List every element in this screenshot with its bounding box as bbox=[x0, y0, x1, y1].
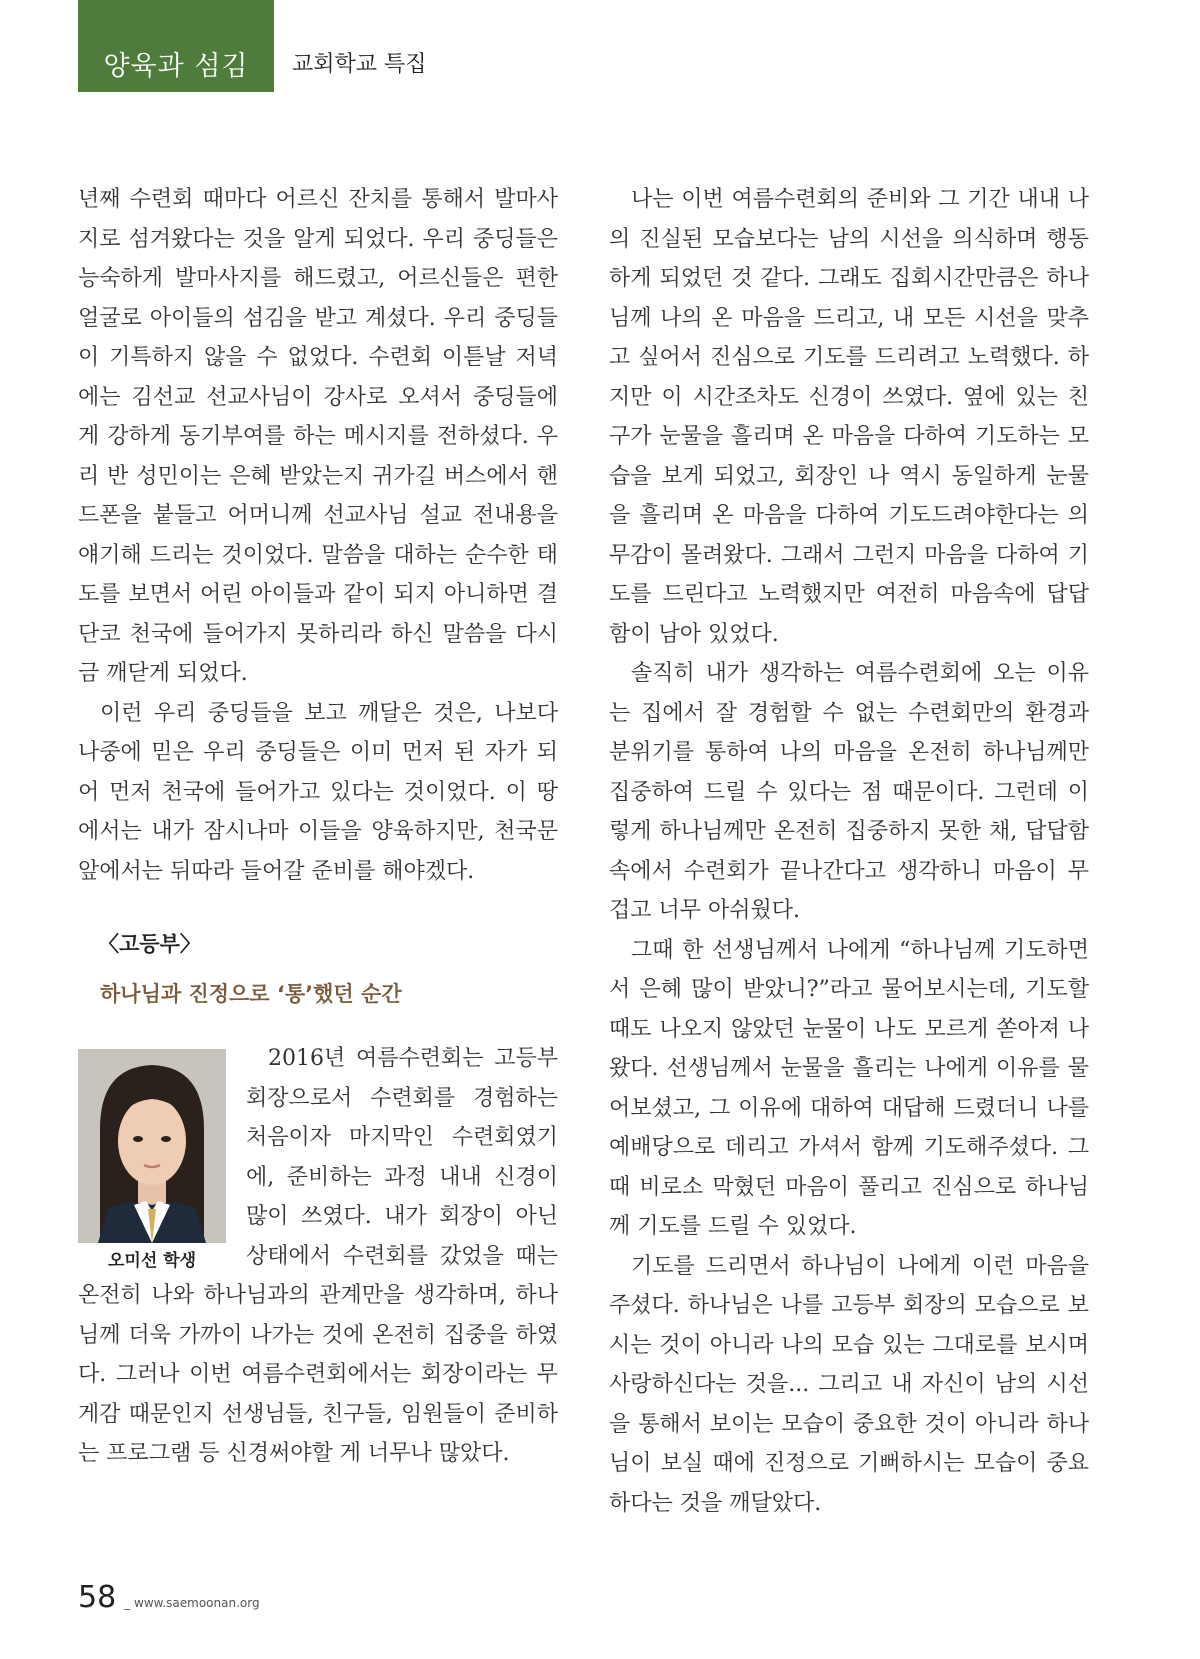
photo-caption: 오미선 학생 bbox=[107, 1251, 197, 1271]
section-subtitle: 교회학교 특집 bbox=[292, 52, 427, 77]
section-tag: 양육과 섬김 bbox=[78, 0, 274, 92]
left-paragraph-2: 이런 우리 중딩들을 보고 깨달은 것은, 나보다 나중에 믿은 우리 중딩들은 이미 먼저 된 자가 되어 먼저 천국에 들어가고 있다는 것이었다. 이 땅에서는 내가 잠시나마 이들을 양육하지만, 천국문 앞에서는 뒤따라 들어갈 준비를 해야겠다. bbox=[78, 700, 558, 884]
left-paragraph-1: 년째 수련회 때마다 어르신 잔치를 통해서 발마사지로 섬겨왔다는 것을 알게 되었다. 우리 중딩들은 능숙하게 발마사지를 해드렸고, 어르신들은 편한 얼굴로 아이들의 섬김을 받고 계셨다. 우리 중딩들이 기특하지 않을 수 없었다. 수련회 이튿날 저녁에는 김선교 선교사님이 강사로 오셔서 중딩들에게 강하게 동기부여를 하는 메시지를 전하셨다. 우리 반 성민이는 은혜 받았는지 귀가길 버스에서 핸드폰을 붙들고 어머니께 선교사님 설교 전내용을 얘기해 드리는 것이었다. 말씀을 대하는 순수한 태도를 보면서 어린 아이들과 같이 되지 아니하면 결단코 천국에 들어가지 못하리라 하신 말씀을 다시금 깨닫게 되었다. bbox=[78, 187, 558, 686]
website-link[interactable]: _ www.saemoonan.org bbox=[124, 1596, 260, 1610]
right-paragraph-4: 기도를 드리면서 하나님이 나에게 이런 마음을 주셨다. 하나님은 나를 고등부 회장의 모습으로 보시는 것이 아니라 나의 모습 있는 그대로를 보시며 사랑하신다는 것을... 그리고 내 자신이 남의 시선을 통해서 보이는 모습이 중요한 것이 아니라 하나님이 보실 때에 진정으로 기뻐하시는 모습이 중요하다는 것을 깨달았다. bbox=[609, 1253, 1089, 1516]
section-heading: 〈고등부〉 bbox=[98, 932, 201, 956]
author-photo-block bbox=[78, 1049, 226, 1273]
author-photo bbox=[78, 1049, 226, 1243]
right-paragraph-3: 그때 한 선생님께서 나에게 “하나님께 기도하면서 은혜 많이 받았니?”라고 물어보시는데, 기도할 때도 나오지 않았던 눈물이 나도 모르게 쏟아져 나왔다. 선생님께서 눈물을 흘리는 나에게 이유를 물어보셨고, 그 이유에 대하여 대답해 드렸더니 나를 예배당으로 데리고 가셔서 함께 기도해주셨다. 그 때 비로소 막혔던 마음이 풀리고 진심으로 하나님께 기도를 드릴 수 있었다. bbox=[609, 937, 1089, 1239]
left-paragraph-3: 2016년 여름수련회는 고등부 회장으로서 수련회를 경험하는 처음이자 마지막인 수련회였기에, 준비하는 과정 내내 신경이 많이 쓰였다. 내가 회장이 아닌 상태에서 수련회를 갔었을 때는 온전히 나와 하나님과의 관계만을 생각하며, 하나님께 더욱 가까이 나가는 것에 온전히 집중을 하였다. 그러나 이번 여름수련회에서는 회장이라는 무게감 때문인지 선생님들, 친구들, 임원들이 준비하는 프로그램 등 신경써야할 게 너무나 많았다. bbox=[78, 1046, 558, 1466]
page-number: 58 bbox=[78, 1580, 117, 1615]
page-header bbox=[78, 0, 427, 92]
article-subtitle: 하나님과 진정으로 ‘통’했던 순간 bbox=[100, 982, 402, 1006]
right-column bbox=[609, 180, 1089, 1523]
left-column bbox=[78, 180, 558, 1474]
right-paragraph-1: 나는 이번 여름수련회의 준비와 그 기간 내내 나의 진실된 모습보다는 남의 시선을 의식하며 행동하게 되었던 것 같다. 그래도 집회시간만큼은 하나님께 나의 온 마음을 드리고, 내 모든 시선을 맞추고 싶어서 진심으로 기도를 드리려고 노력했다. 하지만 이 시간조차도 신경이 쓰였다. 옆에 있는 친구가 눈물을 흘리며 온 마음을 다하여 기도하는 모습을 보게 되었고, 회장인 나 역시 동일하게 눈물을 흘리며 온 마음을 다하여 기도드려야한다는 의무감이 몰려왔다. 그래서 그런지 마음을 다하여 기도를 드린다고 노력했지만 여전히 마음속에 답답함이 남아 있었다. bbox=[609, 187, 1089, 647]
portrait-image bbox=[78, 1049, 226, 1243]
page-footer bbox=[78, 1580, 260, 1615]
right-paragraph-2: 솔직히 내가 생각하는 여름수련회에 오는 이유는 집에서 잘 경험할 수 없는 수련회만의 환경과 분위기를 통하여 나의 마음을 온전히 하나님께만 집중하여 드릴 수 있다는 점 때문이다. 그런데 이렇게 하나님께만 온전히 집중하지 못한 채, 답답함 속에서 수련회가 끝나간다고 생각하니 마음이 무겁고 너무 아쉬웠다. bbox=[609, 661, 1089, 923]
